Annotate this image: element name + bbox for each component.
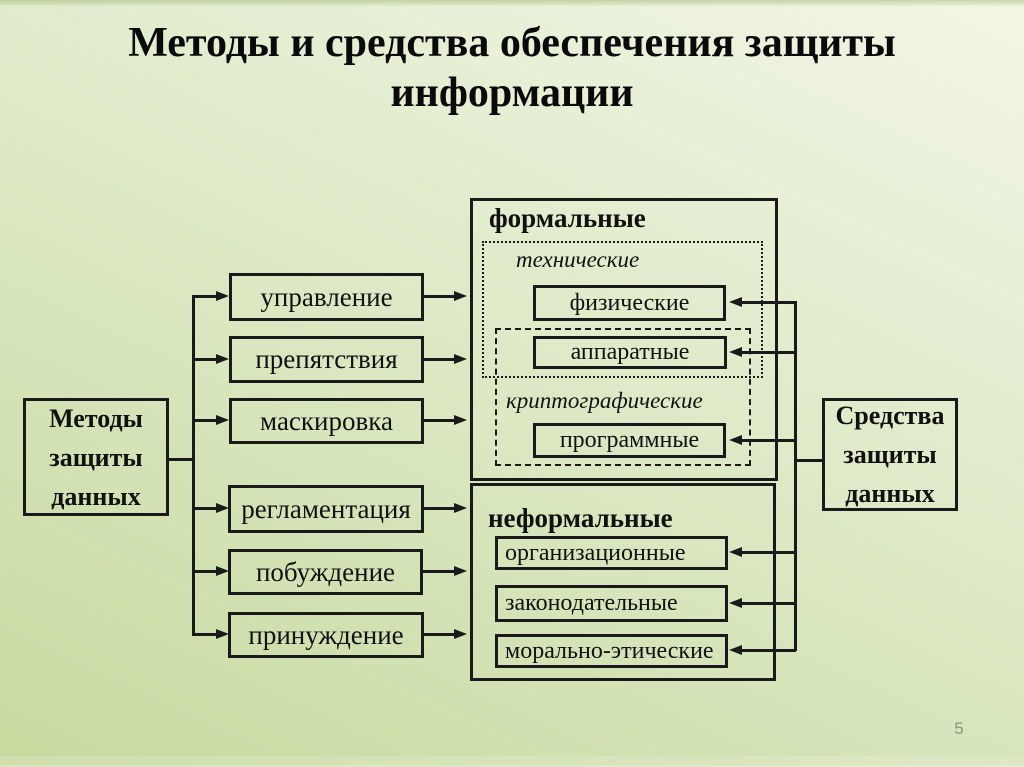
slide-title: Методы и средства обеспечения защиты информации [128,20,896,117]
connector-line [193,570,217,573]
arrowhead [729,598,742,608]
connector-line [742,649,796,652]
connector-line [193,295,217,298]
arrowhead [454,415,467,425]
methods-box: Методы защиты данных [23,398,169,516]
arrowhead [216,291,229,301]
connector-line [742,351,796,354]
arrowhead [454,566,467,576]
arrowhead [729,547,742,557]
method-box: принуждение [228,612,424,658]
connector-line [422,633,454,636]
connector-line [193,419,217,422]
method-box: регламентация [228,485,424,533]
connector-line [193,358,217,361]
arrowhead [729,297,742,307]
arrowhead [454,291,467,301]
connector-line [168,458,193,461]
arrowhead [729,645,742,655]
connector-line [742,301,796,304]
method-box: управление [229,273,424,321]
connector-line [192,295,195,636]
method-box: маскировка [229,398,424,444]
connector-line [796,459,822,462]
connector-line [742,551,796,554]
method-box: побуждение [228,549,423,595]
technical-sublabel: технические [516,247,640,272]
connector-line [422,419,454,422]
connector-line [742,602,796,605]
connector-line [193,633,217,636]
informal-item-box: морально-этические [495,634,728,668]
formal-item-box: программные [533,423,726,458]
arrowhead [729,435,742,445]
arrowhead [216,566,229,576]
arrowhead [216,354,229,364]
arrowhead [454,354,467,364]
arrowhead [454,629,467,639]
connector-line [742,439,796,442]
method-box: препятствия [229,336,424,383]
arrowhead [216,629,229,639]
cryptographic-sublabel: криптографические [506,388,703,413]
connector-line [422,507,454,510]
connector-line [422,358,454,361]
informal-item-box: организационные [495,536,728,570]
connector-line [422,570,454,573]
page-number: 5 [954,719,964,738]
arrowhead [729,347,742,357]
arrowhead [454,503,467,513]
means-box: Средства защиты данных [822,398,958,511]
informal-group-label: неформальные [488,503,673,533]
formal-item-box: физические [533,285,726,321]
arrowhead [216,415,229,425]
connector-line [422,295,454,298]
informal-item-box: законодательные [495,585,728,622]
connector-line [193,507,217,510]
arrowhead [216,503,229,513]
formal-group-label: формальные [489,203,646,233]
formal-item-box: аппаратные [533,336,727,369]
